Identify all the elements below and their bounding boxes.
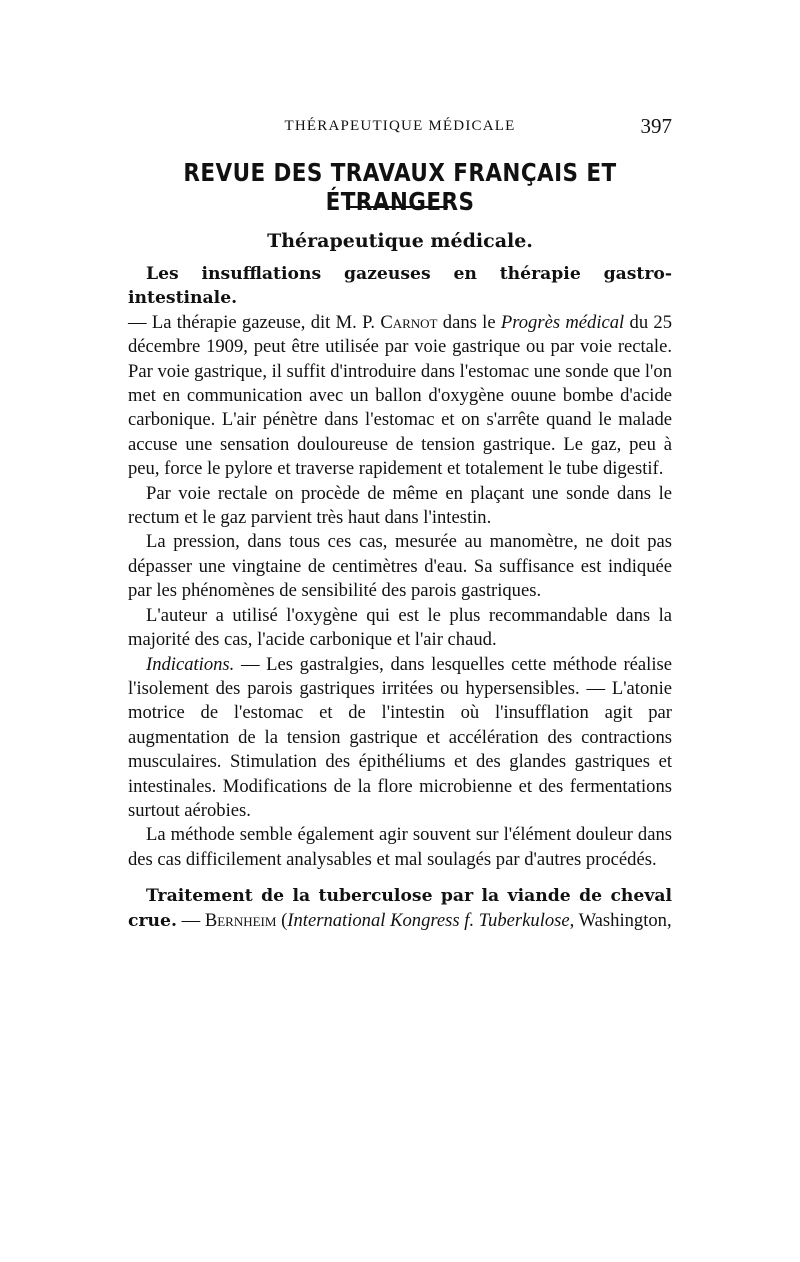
- page-number: 397: [640, 114, 672, 138]
- author-name: Bernheim: [204, 909, 277, 931]
- article-1-paragraph-1: [128, 262, 672, 482]
- spacer: [128, 872, 672, 884]
- text-run: —: [176, 909, 205, 931]
- running-head-title: THÉRAPEUTIQUE MÉDICALE: [284, 118, 516, 134]
- journal-name: Progrès médical: [500, 311, 625, 333]
- article-1-paragraph-3: La pression, dans tous ces cas, mesurée au manomètre, ne doit pas dépasser une vingtaine de centimètres d'eau. Sa suffisance est indiquée par les phénomènes de sensibilité des parois gastriques.: [128, 531, 672, 602]
- text-run: — La thérapie gazeuse, dit M. P.: [128, 311, 381, 333]
- title-rule: [350, 206, 448, 208]
- article-1-heading: Les insufflations gazeuses en thérapie gastro-intestinale.: [128, 264, 672, 309]
- article-body: [128, 262, 672, 933]
- journal-name: International Kongress f. Tuberkulose: [287, 909, 570, 931]
- indications-label: Indications.: [146, 653, 235, 675]
- section-title: REVUE DES TRAVAUX FRANÇAIS ET ÉTRANGERS: [183, 158, 617, 216]
- sub-title: Thérapeutique médicale.: [267, 230, 533, 252]
- article-1-paragraph-5: [128, 653, 672, 824]
- author-name: Carnot: [380, 311, 438, 333]
- article-2-paragraph-1: [128, 884, 672, 933]
- article-1-paragraph-6: La méthode semble également agir souvent sur l'élément douleur dans des cas difficilement analysables et mal soulagés par d'autres procédés.: [128, 824, 672, 870]
- article-2-heading: Traitement de la tuberculose par la viande de cheval crue.: [128, 886, 672, 931]
- running-head: [128, 114, 672, 140]
- text-run: , Washington,: [569, 909, 672, 931]
- text-run: dans le: [437, 311, 501, 333]
- text-run: du 25 décembre 1909, peut être utilisée par voie gastrique ou par voie rectale. Par voie gastrique, il suffit d'introduire dans l'estomac une sonde que l'on met en communication avec un ballon d'oxygène ouune bombe d'acide carbonique. L'air pénètre dans l'estomac et on s'arrête quand le malade accuse une sensation douloureuse de tension gastrique. Le gaz, peu à peu, force le pylore et traverse rapidement et totalement le tube digestif.: [128, 311, 672, 480]
- article-1-paragraph-4: L'auteur a utilisé l'oxygène qui est le plus recommandable dans la majorité des cas, l'acide carbonique et l'air chaud.: [128, 604, 672, 651]
- text-run: (: [276, 909, 288, 931]
- article-1-paragraph-2: Par voie rectale on procède de même en plaçant une sonde dans le rectum et le gaz parvient très haut dans l'intestin.: [128, 482, 672, 529]
- text-run: — Les gastralgies, dans lesquelles cette méthode réalise l'isolement des parois gastriques irritées ou hypersensibles. — L'atonie motrice de l'estomac et de l'intestin où l'insufflation agit par augmentation de la tension gastrique et accélération des contractions musculaires. Stimulation des épithéliums et des glandes gastriques et intestinales. Modifications de la flore microbienne et des fermentations surtout aérobies.: [128, 653, 672, 821]
